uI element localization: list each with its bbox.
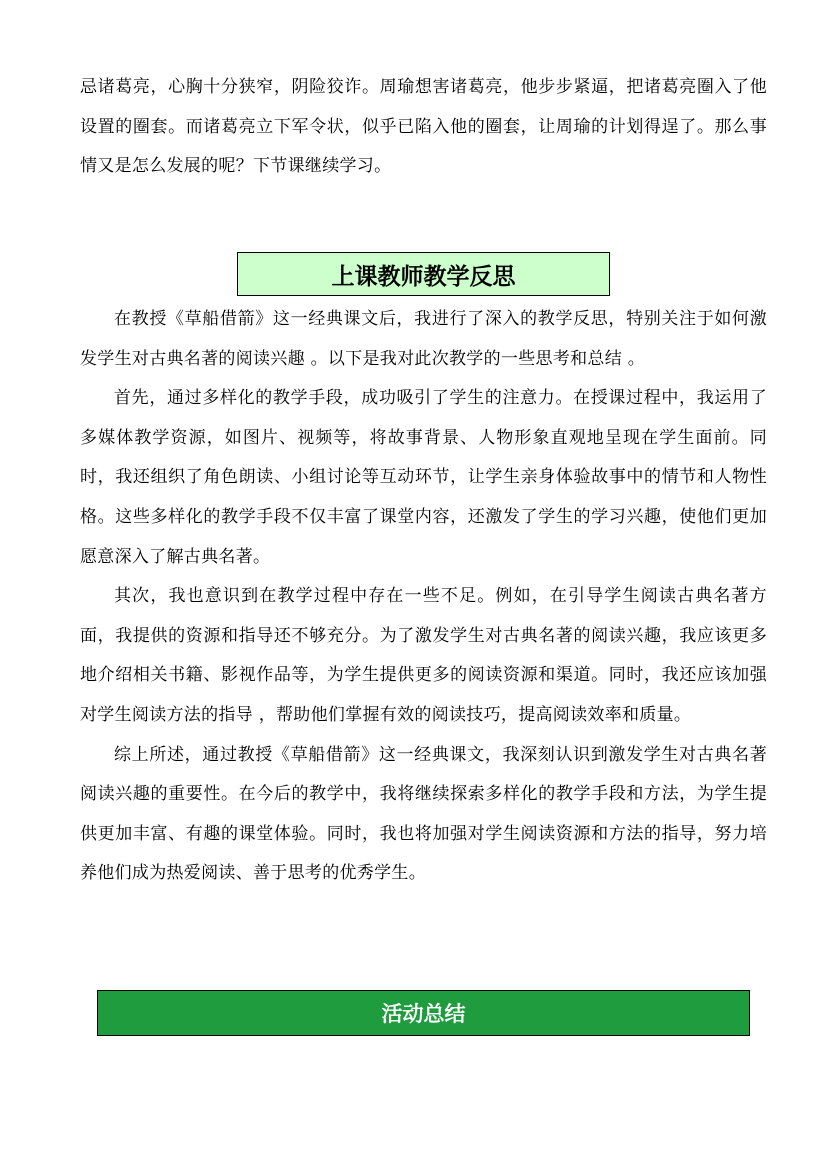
summary-heading-text: 活动总结 — [381, 1002, 466, 1026]
reflection-paragraph-1: 在教授《草船借箭》这一经典课文后，我进行了深入的教学反思，特别关注于如何激发学生对古典名著的阅读兴趣 。以下是我对此次教学的一些思考和总结 。 — [80, 309, 767, 369]
intro-text — [80, 68, 767, 187]
intro-paragraph: 忌诸葛亮，心胸十分狭窄，阴险狡诈。周瑜想害诸葛亮，他步步紧逼，把诸葛亮圈入了他设置的圈套。而诸葛亮立下军令状，似乎已陷入他的圈套，让周瑜的计划得逞了。那么事情又是怎么发展的呢？下节课继续学习。 — [80, 77, 767, 177]
reflection-heading-text: 上课教师教学反思 — [331, 263, 516, 290]
summary-heading — [97, 990, 750, 1036]
reflection-body — [80, 300, 767, 894]
reflection-paragraph-4: 综上所述，通过教授《草船借箭》这一经典课文，我深刻认识到激发学生对古典名著阅读兴趣的重要性。在今后的教学中，我将继续探索多样化的教学手段和方法，为学生提供更加丰富、有趣的课堂体验。同时，我也将加强对学生阅读资源和方法的指导，努力培养他们成为热爱阅读、善于思考的优秀学生。 — [80, 744, 767, 884]
reflection-paragraph-3: 其次，我也意识到在教学过程中存在一些不足。例如，在引导学生阅读古典名著方面，我提供的资源和指导还不够充分。为了激发学生对古典名著的阅读兴趣，我应该更多地介绍相关书籍、影视作品等，为学生提供更多的阅读资源和渠道。同时，我还应该加强对学生阅读方法的指导 ，帮助他们掌握有效的阅读技巧，提高阅读效率和质量。 — [80, 586, 767, 725]
reflection-paragraph-2: 首先，通过多样化的教学手段，成功吸引了学生的注意力。在授课过程中，我运用了多媒体教学资源，如图片、视频等，将故事背景、人物形象直观地呈现在学生面前。同时，我还组织了角色朗读、小组讨论等互动环节，让学生亲身体验故事中的情节和人物性格。这些多样化的教学手段不仅丰富了课堂内容，还激发了学生的学习兴趣，使他们更加愿意深入了解古典名著。 — [80, 388, 767, 567]
reflection-heading — [237, 252, 610, 296]
